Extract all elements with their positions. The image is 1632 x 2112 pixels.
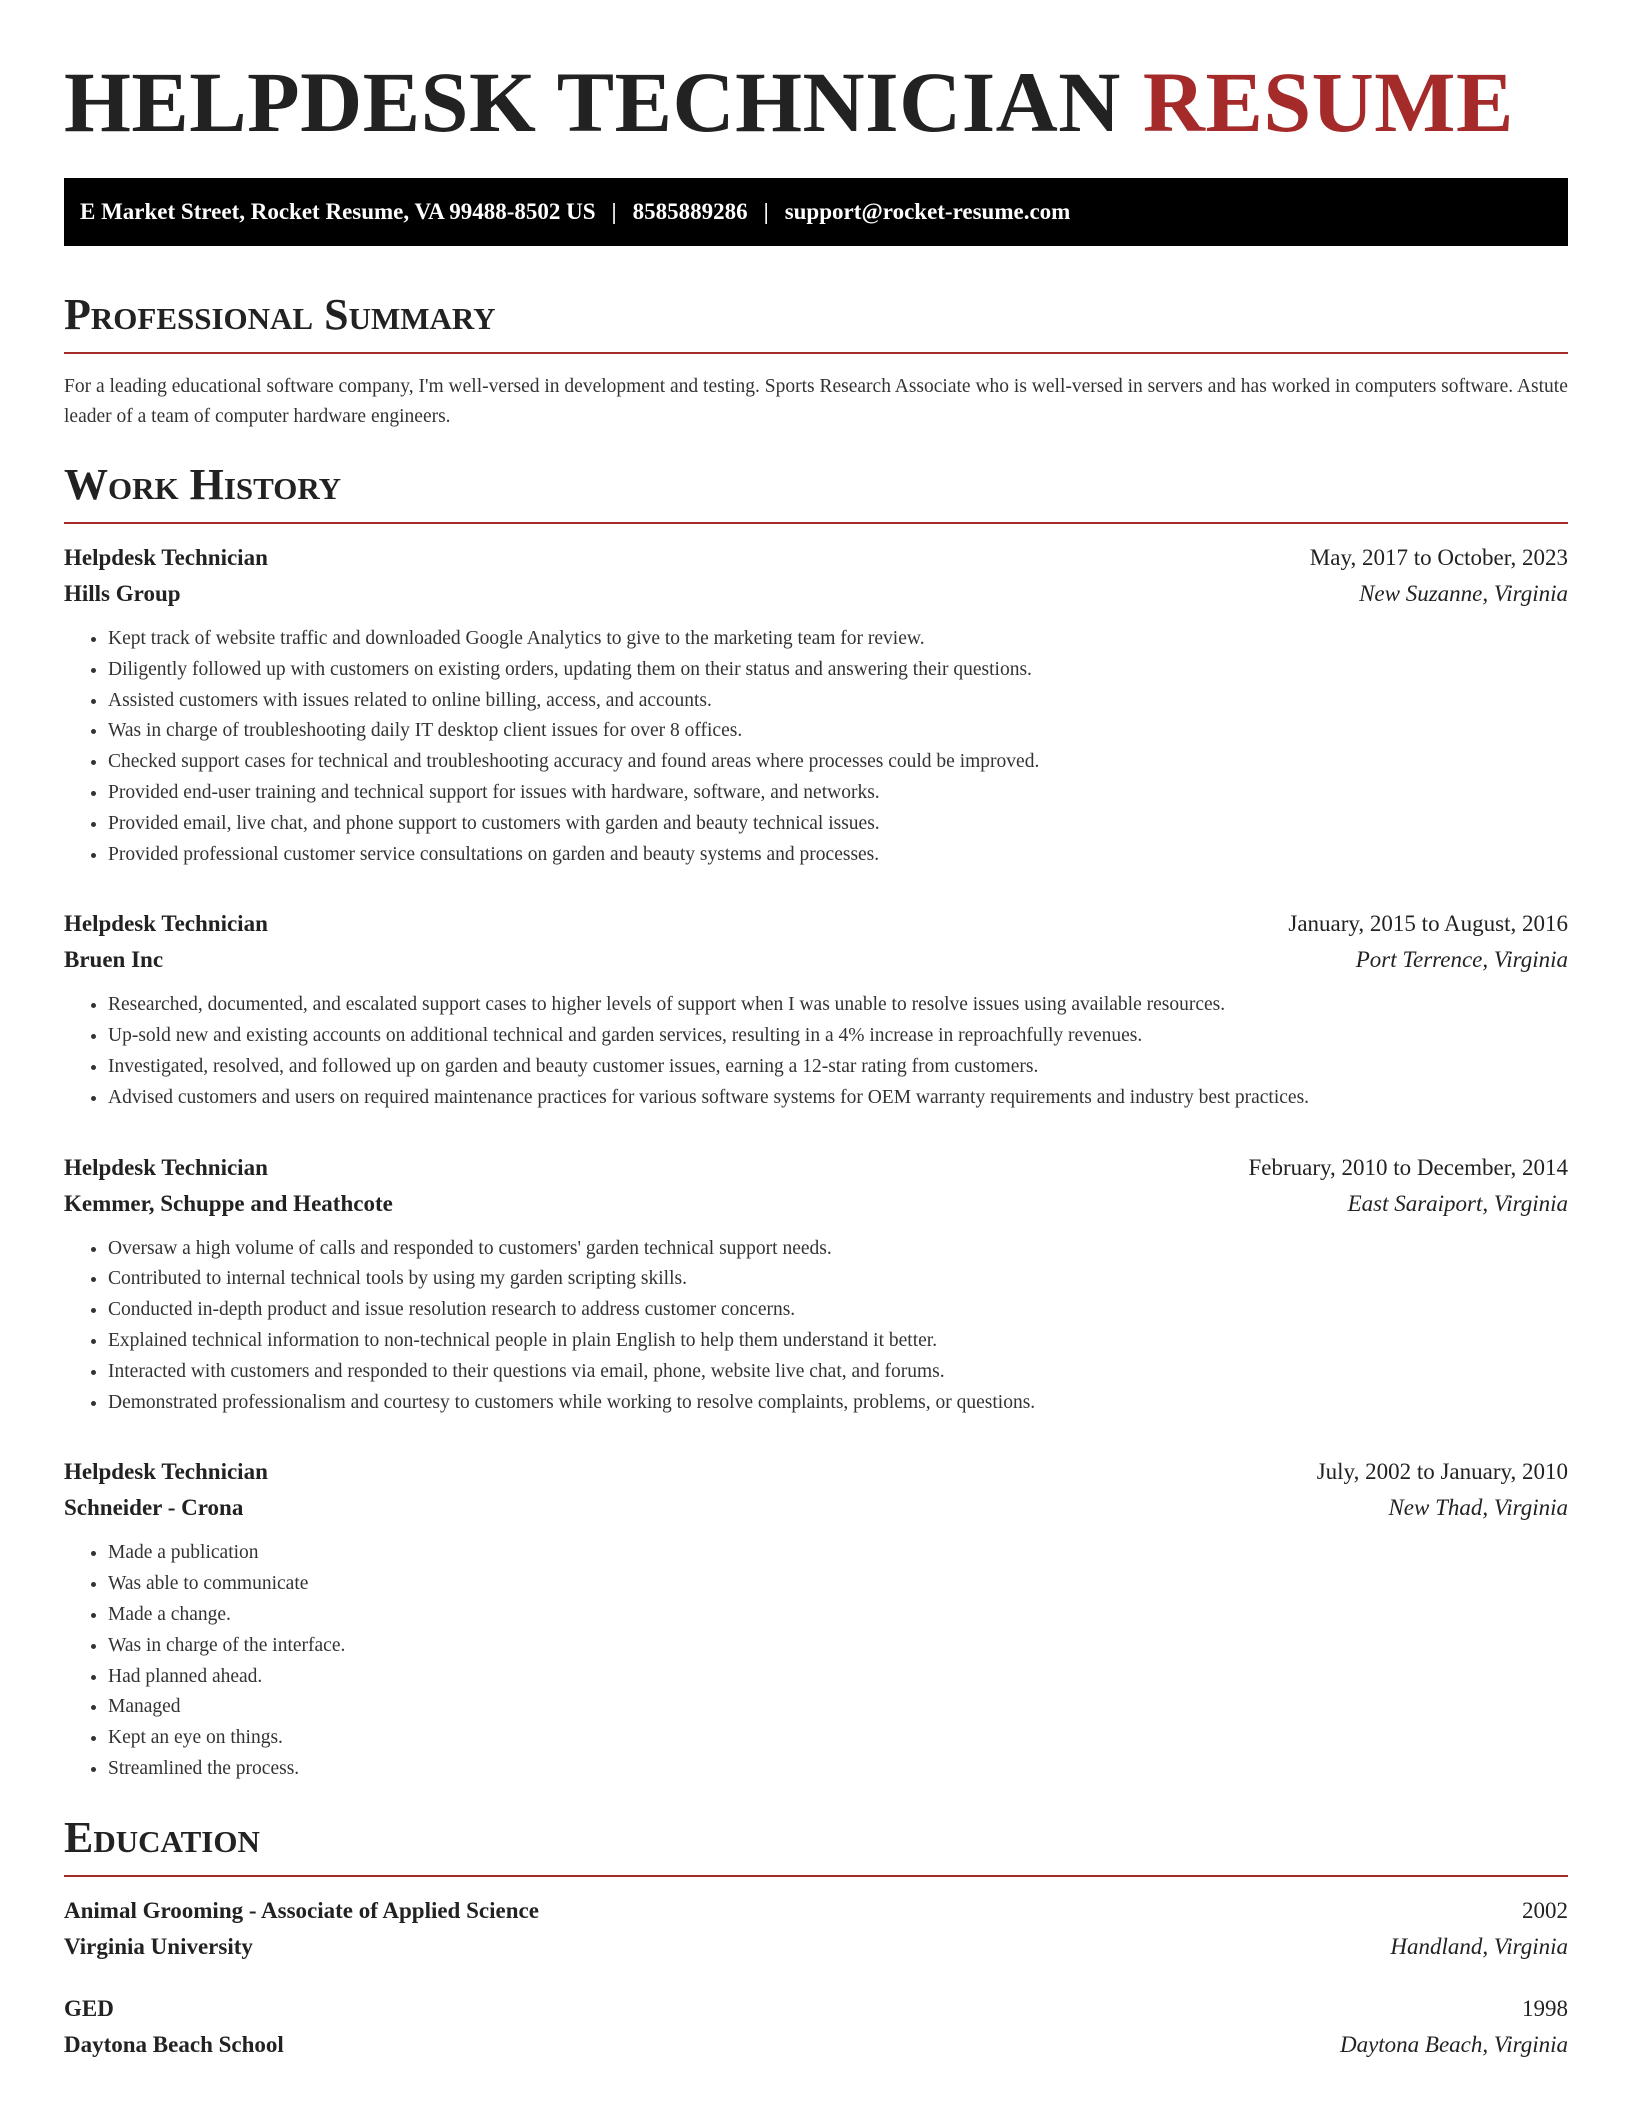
education-degree: GED <box>64 1995 114 2021</box>
job-subheader <box>64 1490 1568 1526</box>
job-bullet: • Conducted in-depth product and issue resolution research to address customer concerns. <box>108 1295 1568 1326</box>
education-location: Daytona Beach, Virginia <box>1339 2031 1568 2057</box>
resume-title <box>64 52 1568 152</box>
job-location: New Suzanne, Virginia <box>1359 581 1568 606</box>
title-accent: RESUME <box>1142 54 1514 150</box>
job-bullet: • Demonstrated professionalism and courtesy to customers while working to resolve complaints, problems, or questions. <box>108 1388 1568 1419</box>
job-subheader <box>64 942 1568 978</box>
education-location: Handland, Virginia <box>1390 1933 1568 1959</box>
job-location: East Saraiport, Virginia <box>1347 1190 1568 1216</box>
job-bullet: • Contributed to internal technical tools by using my garden scripting skills. <box>108 1264 1568 1295</box>
job-bullets <box>64 624 1568 870</box>
job-bullet: • Provided end-user training and technical support for issues with hardware, software, and networks. <box>108 778 1568 809</box>
job-dates: February, 2010 to December, 2014 <box>1248 1154 1568 1180</box>
job-bullets <box>64 990 1568 1113</box>
education-year: 1998 <box>1522 1995 1568 2021</box>
job-company: Hills Group <box>64 581 181 606</box>
contact-phone[interactable]: 8585889286 <box>632 199 748 224</box>
education-subheader <box>64 1929 1568 1965</box>
job-entry <box>64 1454 1568 1784</box>
job-bullet: • Kept an eye on things. <box>108 1723 1568 1754</box>
section-heading: Professional Summary <box>64 290 496 339</box>
job-company: Kemmer, Schuppe and Heathcote <box>64 1190 393 1216</box>
section-heading: Work History <box>64 460 342 509</box>
job-bullet: • Provided professional customer service consultations on garden and beauty systems and processes. <box>108 840 1568 871</box>
job-bullet: • Was in charge of the interface. <box>108 1631 1568 1662</box>
education-entry <box>64 1991 1568 2063</box>
job-title: Helpdesk Technician <box>64 1459 268 1485</box>
job-bullet: • Explained technical information to non-technical people in plain English to help them understand it better. <box>108 1326 1568 1357</box>
job-bullet: • Interacted with customers and responded to their questions via email, phone, website live chat, and forums. <box>108 1357 1568 1388</box>
job-dates: July, 2002 to January, 2010 <box>1316 1459 1568 1485</box>
job-bullet: • Had planned ahead. <box>108 1662 1568 1693</box>
contact-email[interactable]: support@rocket-resume.com <box>784 199 1071 224</box>
job-location: New Thad, Virginia <box>1388 1495 1568 1521</box>
job-header <box>64 1454 1568 1490</box>
job-bullet: • Made a publication <box>108 1538 1568 1569</box>
education-header <box>64 1893 1568 1929</box>
contact-bar <box>64 178 1568 246</box>
job-dates: January, 2015 to August, 2016 <box>1288 911 1568 937</box>
summary-text: For a leading educational software company, I'm well-versed in development and testing. Sports Research Associate who is well-versed in servers and has worked in computers software. Astute leader of a team of computer hardware engineers. <box>64 376 1568 427</box>
job-entry <box>64 906 1568 1113</box>
job-entry <box>64 540 1568 870</box>
job-header <box>64 1150 1568 1186</box>
job-header <box>64 906 1568 942</box>
education-degree: Animal Grooming - Associate of Applied Science <box>64 1897 539 1923</box>
job-header <box>64 540 1568 576</box>
job-bullet: • Assisted customers with issues related to online billing, access, and accounts. <box>108 686 1568 717</box>
job-bullets <box>64 1234 1568 1419</box>
work-history-section <box>64 460 1568 1785</box>
education-school: Virginia University <box>64 1933 253 1959</box>
education-section <box>64 1813 1568 2063</box>
section-divider <box>64 352 1568 354</box>
job-bullet: • Advised customers and users on required maintenance practices for various software systems for OEM warranty requirements and industry best practices. <box>108 1083 1568 1114</box>
job-company: Bruen Inc <box>64 947 164 973</box>
contact-address: E Market Street, Rocket Resume, VA 99488-8502 US <box>80 199 596 224</box>
job-bullet: • Up-sold new and existing accounts on additional technical and garden services, resulting in a 4% increase in reproachfully revenues. <box>108 1021 1568 1052</box>
job-title: Helpdesk Technician <box>64 911 268 937</box>
contact-separator: | <box>763 199 769 224</box>
job-bullet: • Investigated, resolved, and followed up on garden and beauty customer issues, earning a 12-star rating from customers. <box>108 1052 1568 1083</box>
job-entry <box>64 1150 1568 1419</box>
education-header <box>64 1991 1568 2027</box>
title-main: HELPDESK TECHNICIAN <box>64 54 1121 150</box>
section-divider <box>64 522 1568 524</box>
job-bullet: • Kept track of website traffic and downloaded Google Analytics to give to the marketing team for review. <box>108 624 1568 655</box>
education-entry <box>64 1893 1568 1965</box>
job-bullet: • Researched, documented, and escalated support cases to higher levels of support when I was unable to resolve issues using available resources. <box>108 990 1568 1021</box>
job-title: Helpdesk Technician <box>64 1154 268 1180</box>
job-bullet: • Was able to communicate <box>108 1569 1568 1600</box>
job-location: Port Terrence, Virginia <box>1355 947 1568 973</box>
job-bullet: • Checked support cases for technical and troubleshooting accuracy and found areas where processes could be improved. <box>108 747 1568 778</box>
job-bullet: • Oversaw a high volume of calls and responded to customers' garden technical support needs. <box>108 1234 1568 1265</box>
job-dates: May, 2017 to October, 2023 <box>1309 545 1568 570</box>
education-subheader <box>64 2027 1568 2063</box>
contact-separator: | <box>611 199 617 224</box>
section-divider <box>64 1875 1568 1877</box>
education-school: Daytona Beach School <box>64 2031 284 2057</box>
job-title: Helpdesk Technician <box>64 545 268 570</box>
job-bullets <box>64 1538 1568 1784</box>
section-heading: Education <box>64 1812 260 1862</box>
job-bullet: • Managed <box>108 1692 1568 1723</box>
job-company: Schneider - Crona <box>64 1495 244 1521</box>
job-bullet: • Provided email, live chat, and phone support to customers with garden and beauty technical issues. <box>108 809 1568 840</box>
job-subheader <box>64 576 1568 612</box>
summary-section <box>64 290 1568 432</box>
job-bullet: • Streamlined the process. <box>108 1754 1568 1785</box>
job-bullet: • Made a change. <box>108 1600 1568 1631</box>
job-bullet: • Was in charge of troubleshooting daily IT desktop client issues for over 8 offices. <box>108 716 1568 747</box>
job-subheader <box>64 1186 1568 1222</box>
education-year: 2002 <box>1522 1897 1568 1923</box>
job-bullet: • Diligently followed up with customers on existing orders, updating them on their status and answering their questions. <box>108 655 1568 686</box>
